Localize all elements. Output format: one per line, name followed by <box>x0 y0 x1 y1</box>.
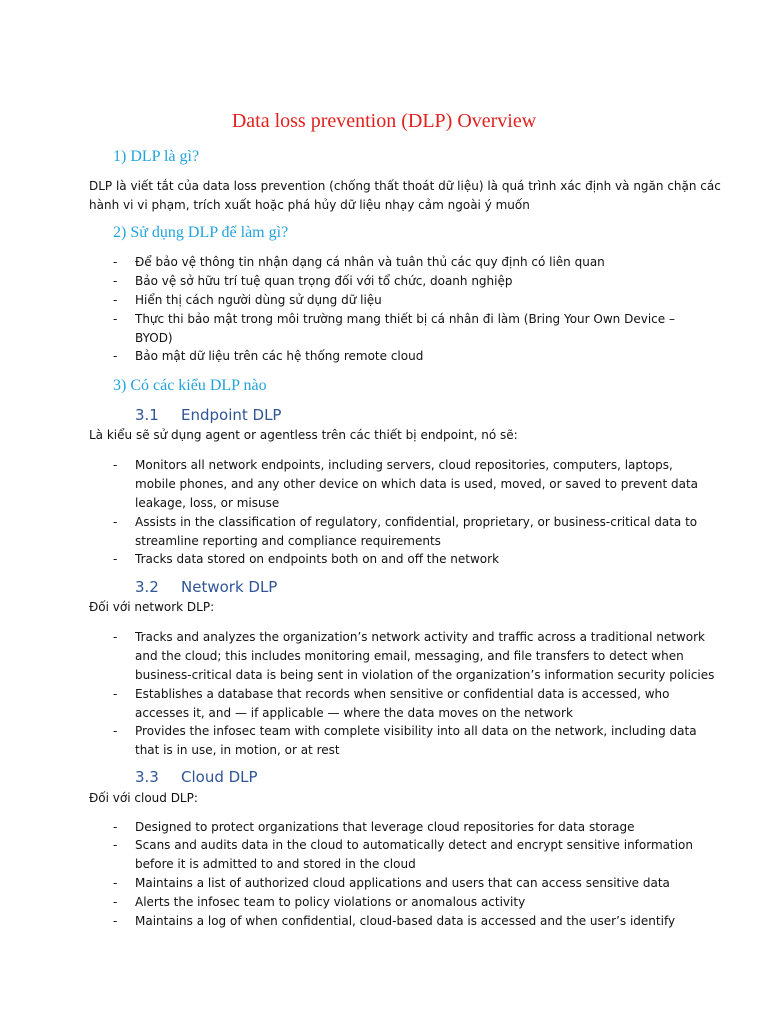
list-item-text: Tracks data stored on endpoints both on and off the network <box>135 552 500 566</box>
section-heading-what-is-dlp: 1) DLP là gì? <box>113 148 200 165</box>
bullet-marker: - <box>113 630 118 644</box>
subsection-title: Network DLP <box>181 578 278 596</box>
list-item-text: Assists in the classification of regulatory, confidential, proprietary, or business-critical data to <box>135 515 698 529</box>
list-item-text: leakage, loss, or misuse <box>135 496 280 510</box>
subsection-heading-endpoint-dlp <box>135 404 281 426</box>
subsection-title: Cloud DLP <box>181 768 258 786</box>
paragraph-line: Đối với network DLP: <box>89 600 215 614</box>
bullet-marker: - <box>113 293 118 307</box>
paragraph-line: Đối với cloud DLP: <box>89 791 198 805</box>
bullet-marker: - <box>113 255 118 269</box>
list-item-text: accesses it, and — if applicable — where the data moves on the network <box>135 706 573 720</box>
list-item-text: Establishes a database that records when sensitive or confidential data is accessed, who <box>135 687 670 701</box>
paragraph-line: Là kiểu sẽ sử dụng agent or agentless trên các thiết bị endpoint, nó sẽ: <box>89 428 518 442</box>
subsection-heading-cloud-dlp <box>135 766 258 788</box>
bullet-marker: - <box>113 914 118 928</box>
list-item-text: Thực thi bảo mật trong môi trường mang thiết bị cá nhân đi làm (Bring Your Own Device – <box>135 312 675 326</box>
subsection-title: Endpoint DLP <box>181 406 282 424</box>
list-item-text: Tracks and analyzes the organization’s network activity and traffic across a traditional network <box>135 630 705 644</box>
subsection-number: 3.3 <box>135 768 159 786</box>
bullet-marker: - <box>113 515 118 529</box>
list-item-text: Designed to protect organizations that leverage cloud repositories for data storage <box>135 820 635 834</box>
list-item-text: Provides the infosec team with complete visibility into all data on the network, including data <box>135 724 697 738</box>
list-item-text: that is in use, in motion, or at rest <box>135 743 340 757</box>
subsection-heading-network-dlp <box>135 576 277 598</box>
list-item-text: streamline reporting and compliance requirements <box>135 534 441 548</box>
list-item-text: Scans and audits data in the cloud to automatically detect and encrypt sensitive information <box>135 838 693 852</box>
list-item-text: before it is admitted to and stored in the cloud <box>135 857 416 871</box>
list-item-text: Monitors all network endpoints, including servers, cloud repositories, computers, laptops, <box>135 458 673 472</box>
paragraph-line: hành vi vi phạm, trích xuất hoặc phá hủy dữ liệu nhạy cảm ngoài ý muốn <box>89 198 530 212</box>
section-heading-dlp-types: 3) Có các kiểu DLP nào <box>113 377 267 394</box>
bullet-marker: - <box>113 876 118 890</box>
bullet-marker: - <box>113 552 118 566</box>
bullet-marker: - <box>113 312 118 326</box>
bullet-marker: - <box>113 838 118 852</box>
bullet-marker: - <box>113 458 118 472</box>
subsection-number: 3.2 <box>135 578 159 596</box>
list-item-text: and the cloud; this includes monitoring email, messaging, and file transfers to detect when <box>135 649 684 663</box>
list-item-text: BYOD) <box>135 331 173 345</box>
list-item-text: business-critical data is being sent in violation of the organization’s information security policies <box>135 668 715 682</box>
list-item-text: Bảo mật dữ liệu trên các hệ thống remote cloud <box>135 349 424 363</box>
list-item-text: mobile phones, and any other device on which data is used, moved, or saved to prevent data <box>135 477 699 491</box>
page-title: Data loss prevention (DLP) Overview <box>231 110 537 132</box>
list-item-text: Alerts the infosec team to policy violations or anomalous activity <box>135 895 526 909</box>
bullet-marker: - <box>113 274 118 288</box>
list-item-text: Hiển thị cách người dùng sử dụng dữ liệu <box>135 293 382 307</box>
bullet-marker: - <box>113 895 118 909</box>
subsection-number: 3.1 <box>135 406 159 424</box>
bullet-marker: - <box>113 349 118 363</box>
bullet-marker: - <box>113 820 118 834</box>
section-heading-dlp-uses: 2) Sử dụng DLP để làm gì? <box>113 224 289 241</box>
list-item-text: Bảo vệ sở hữu trí tuệ quan trọng đối với tổ chức, doanh nghiệp <box>135 274 513 288</box>
list-item-text: Maintains a log of when confidential, cloud-based data is accessed and the user’s identify <box>135 914 676 928</box>
bullet-marker: - <box>113 724 118 738</box>
list-item-text: Maintains a list of authorized cloud applications and users that can access sensitive data <box>135 876 670 890</box>
paragraph-line: DLP là viết tắt của data loss prevention (chống thất thoát dữ liệu) là quá trình xác định và ngăn chặn các <box>89 179 721 193</box>
bullet-marker: - <box>113 687 118 701</box>
list-item-text: Để bảo vệ thông tin nhận dạng cá nhân và tuân thủ các quy định có liên quan <box>135 255 605 269</box>
